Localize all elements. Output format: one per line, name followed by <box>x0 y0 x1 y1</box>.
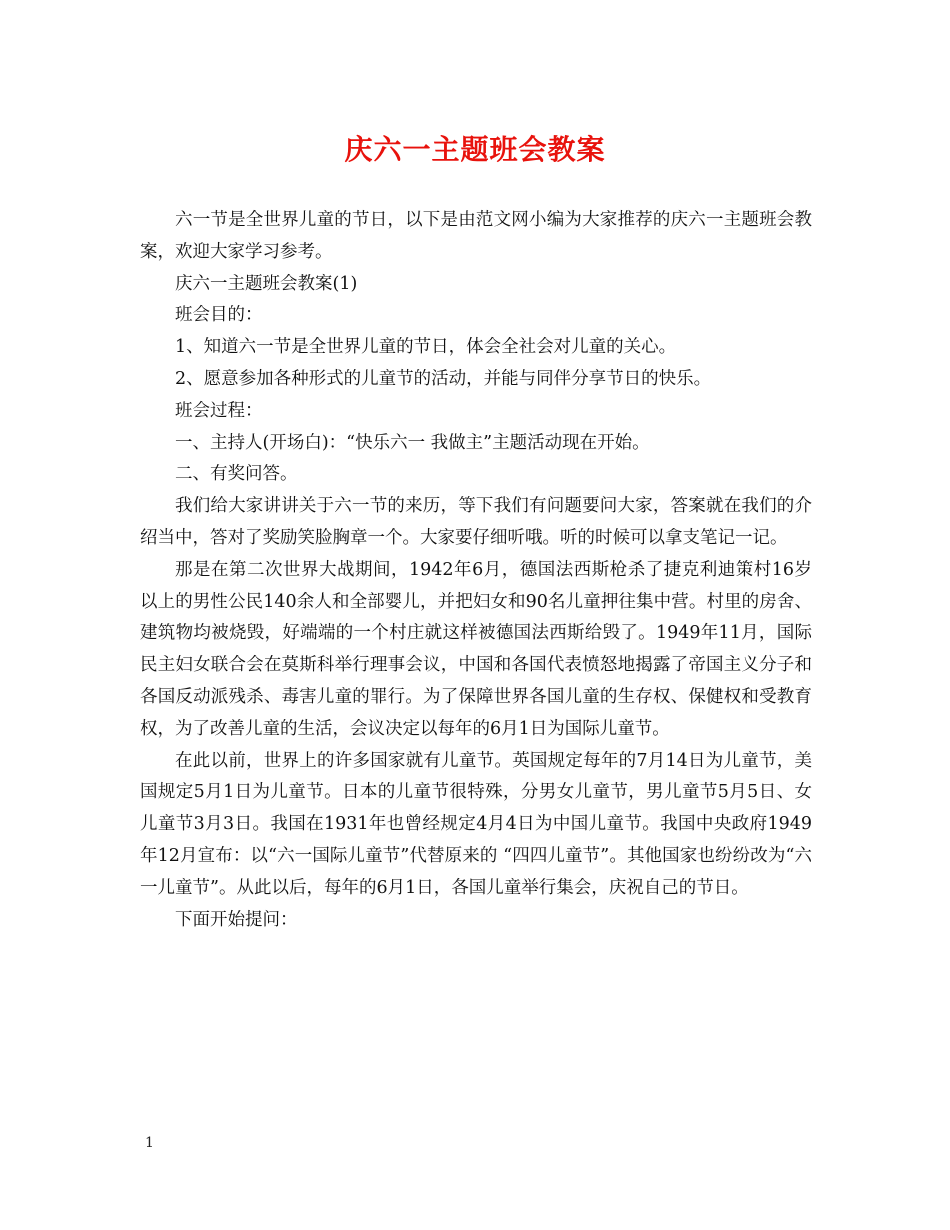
questions-start-paragraph: 下面开始提问： <box>175 909 298 930</box>
page-number: 1 <box>145 1135 154 1151</box>
document-body <box>140 205 812 936</box>
process-step-1: 一、主持人(开场白)：“快乐六一 我做主”主题活动现在开始。 <box>175 432 650 453</box>
intro-paragraph: 六一节是全世界儿童的节日，以下是由范文网小编为大家推荐的庆六一主题班会教案，欢迎大家学习参考。 <box>140 210 812 262</box>
goal-item-2: 2、愿意参加各种形式的儿童节的活动，并能与同伴分享节日的快乐。 <box>175 368 712 389</box>
history-paragraph: 那是在第二次世界大战期间，1942年6月，德国法西斯枪杀了捷克利迪策村16岁以上的男性公民140余人和全部婴儿，并把妇女和90名儿童押往集中营。村里的房舍、建筑物均被烧毁，好端端的一个村庄就这样被德国法西斯给毁了。1949年11月，国际民主妇女联合会在莫斯科举行理事会议，中国和各国代表愤怒地揭露了帝国主义分子和各国反动派残杀、毒害儿童的罪行。为了保障世界各国儿童的生存权、保健权和受教育权，为了改善儿童的生活，会议决定以每年的6月1日为国际儿童节。 <box>140 559 812 739</box>
lesson-plan-heading: 庆六一主题班会教案(1) <box>175 273 358 294</box>
class-process-heading: 班会过程： <box>175 400 263 421</box>
process-step-2: 二、有奖问答。 <box>175 464 298 485</box>
goal-item-1: 1、知道六一节是全世界儿童的节日，体会全社会对儿童的关心。 <box>175 337 677 358</box>
origin-intro-paragraph: 我们给大家讲讲关于六一节的来历，等下我们有问题要问大家，答案就在我们的介绍当中，答对了奖励笑脸胸章一个。大家要仔细听哦。听的时候可以拿支笔记一记。 <box>140 496 812 548</box>
document-title: 庆六一主题班会教案 <box>344 133 606 166</box>
class-goal-heading: 班会目的： <box>175 305 263 326</box>
countries-paragraph: 在此以前，世界上的许多国家就有儿童节。英国规定每年的7月14日为儿童节，美国规定5月1日为儿童节。日本的儿童节很特殊，分男女儿童节，男儿童节5月5日、女儿童节3月3日。我国在1931年也曾经规定4月4日为中国儿童节。我国中央政府1949年12月宣布：以“六一国际儿童节”代替原来的 “四四儿童节”。其他国家也纷纷改为“六一儿童节”。从此以后，每年的6月1日，各国儿童举行集会，庆祝自己的节日。 <box>140 750 812 898</box>
